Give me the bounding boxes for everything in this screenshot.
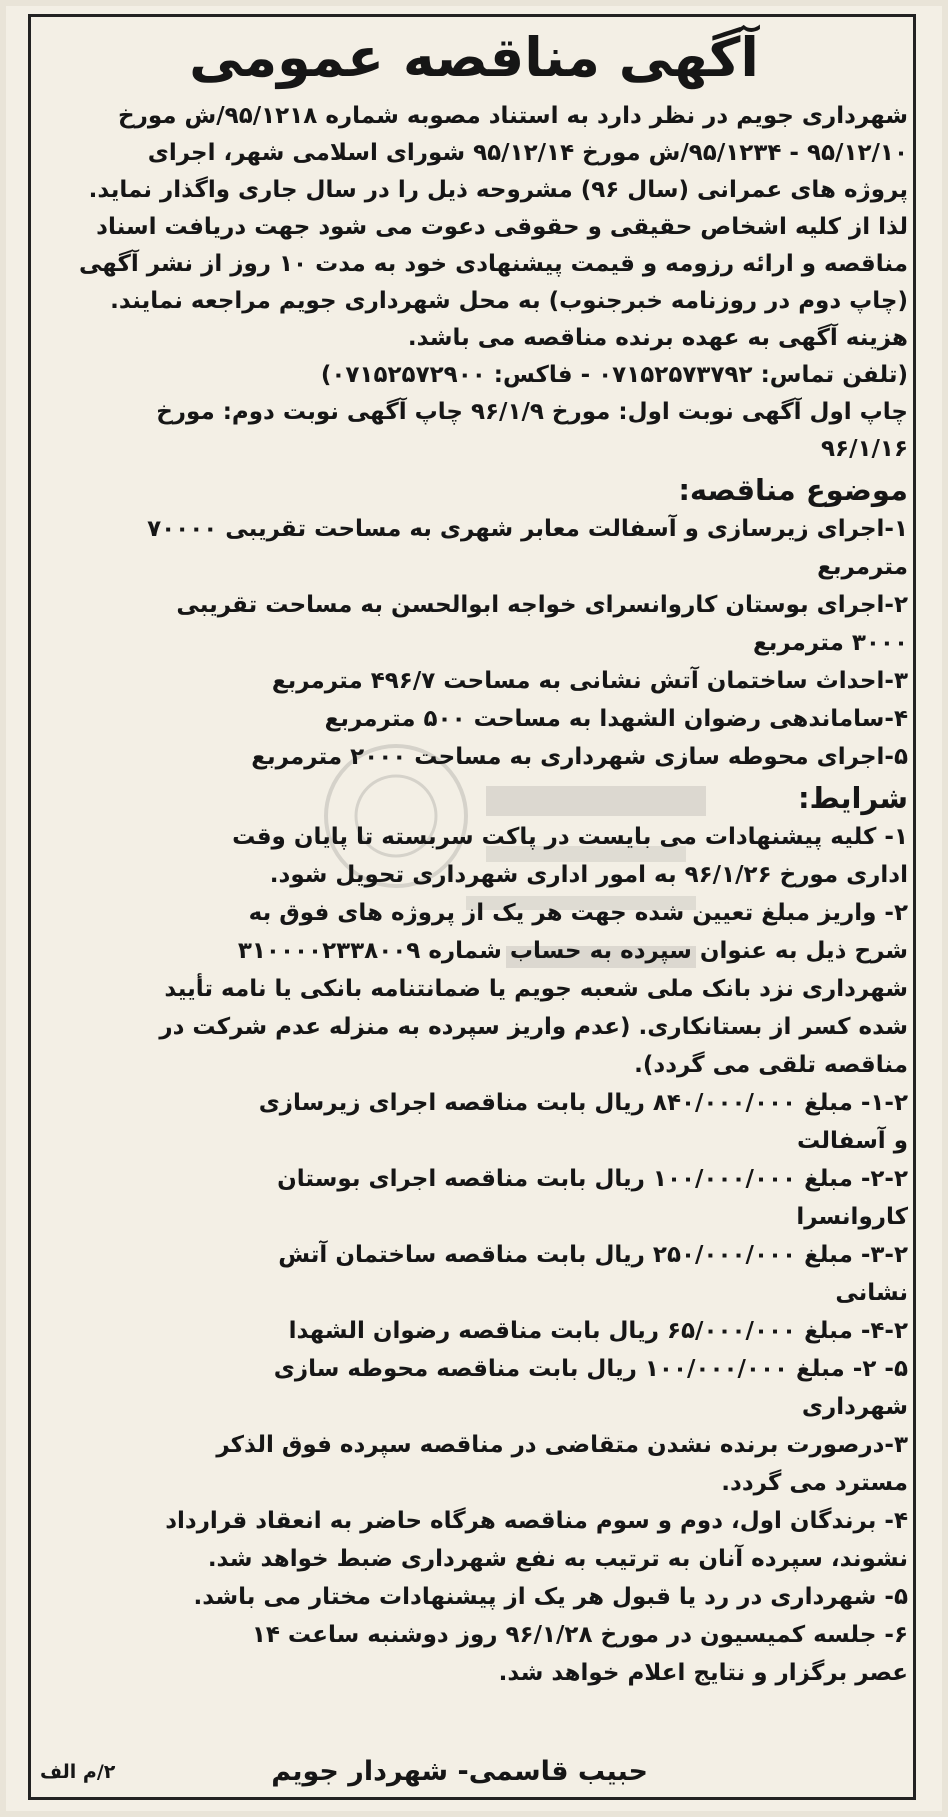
condition-item: ۳-درصورت برنده نشدن متقاضی در مناقصه سپرده فوق الذکر مسترد می گردد. — [216, 1432, 908, 1496]
intro-line: هزینه آگهی به عهده برنده مناقصه می باشد. — [407, 325, 908, 351]
subject-item: ۲-اجرای بوستان کاروانسرای خواجه ابوالحسن به مساحت تقریبی ۳۰۰۰ مترمربع — [176, 592, 908, 656]
conditions-list — [40, 818, 908, 1692]
publication-dates: ۹۶/۱/۱۶ — [821, 436, 908, 462]
intro-line: شهرداری جویم در نظر دارد به استناد مصوبه شماره ۹۵/۱۲۱۸/ش مورخ — [118, 103, 908, 129]
intro-line: (چاپ دوم در روزنامه خبرجنوب) به محل شهرداری جویم مراجعه نمایند. — [110, 288, 908, 314]
intro-line: لذا از کلیه اشخاص حقیقی و حقوقی دعوت می شود جهت دریافت اسناد — [96, 214, 908, 240]
subject-list — [40, 510, 908, 776]
condition-item: ۶- جلسه کمیسیون در مورخ ۹۶/۱/۲۸ روز دوشنبه ساعت ۱۴ عصر برگزار و نتایج اعلام خواهد شد. — [251, 1622, 908, 1686]
signature: حبیب قاسمی- شهردار جویم — [271, 1756, 648, 1787]
signature-block — [40, 1739, 908, 1791]
subject-item: ۱-اجرای زیرسازی و آسفالت معابر شهری به مساحت تقریبی ۷۰۰۰۰ مترمربع — [147, 516, 908, 580]
publication-dates: چاپ اول آگهی نوبت اول: مورخ ۹۶/۱/۹ چاپ آگهی نوبت دوم: مورخ — [156, 399, 908, 425]
subject-item: ۳-احداث ساختمان آتش نشانی به مساحت ۴۹۶/۷ مترمربع — [271, 668, 908, 694]
ad-title: آگهی مناقصه عمومی — [189, 26, 759, 89]
condition-item: ۲- واریز مبلغ تعیین شده جهت هر یک از پروژه های فوق به شرح ذیل به عنوان سپرده به حساب شماره ۳۱۰۰۰۰۲۳۳۸۰۰۹ شهرداری نزد بانک ملی شعبه جویم یا ضمانتنامه بانکی یا نامه تأیید شده کسر از بستانکاری. (عدم واریز سپرده به منزله عدم شرکت در مناقصه تلقی می گردد). — [159, 900, 908, 1078]
deposit-item: ۳-۲- مبلغ ۲۵۰/۰۰۰/۰۰۰ ریال بابت مناقصه ساختمان آتش نشانی — [278, 1242, 908, 1306]
deposit-item: ۵- ۲- مبلغ ۱۰۰/۰۰۰/۰۰۰ ریال بابت مناقصه محوطه سازی شهرداری — [273, 1356, 908, 1420]
intro-line: ۹۵/۱۲/۱۰ - ۹۵/۱۲۳۴/ش مورخ ۹۵/۱۲/۱۴ شورای اسلامی شهر، اجرای — [147, 140, 908, 166]
condition-item: ۵- شهرداری در رد یا قبول هر یک از پیشنهادات مختار می باشد. — [193, 1584, 908, 1610]
ad-code: ۲/م الف — [40, 1761, 116, 1783]
conditions-heading: شرایط: — [797, 781, 908, 815]
contact-line: (تلفن تماس: ۰۷۱۵۲۵۷۳۷۹۲ - فاکس: ۰۷۱۵۲۵۷۲۹۰۰) — [320, 362, 908, 388]
intro-paragraph — [40, 98, 908, 468]
intro-line: پروژه های عمرانی (سال ۹۶) مشروحه ذیل را در سال جاری واگذار نماید. — [88, 177, 908, 203]
subject-item: ۵-اجرای محوطه سازی شهرداری به مساحت ۲۰۰۰ مترمربع — [251, 744, 908, 770]
subject-item: ۴-ساماندهی رضوان الشهدا به مساحت ۵۰۰ مترمربع — [324, 706, 908, 732]
deposit-item: ۱-۲- مبلغ ۸۴۰/۰۰۰/۰۰۰ ریال بابت مناقصه اجرای زیرسازی و آسفالت — [258, 1090, 908, 1154]
deposit-item: ۲-۲- مبلغ ۱۰۰/۰۰۰/۰۰۰ ریال بابت مناقصه اجرای بوستان کاروانسرا — [277, 1166, 908, 1230]
newspaper-clipping — [6, 6, 942, 1811]
intro-line: مناقصه و ارائه رزومه و قیمت پیشنهادی خود به مدت ۱۰ روز از نشر آگهی — [79, 251, 908, 277]
subject-heading: موضوع مناقصه: — [678, 473, 908, 507]
condition-item: ۴- برندگان اول، دوم و سوم مناقصه هرگاه حاضر به انعقاد قرارداد نشوند، سپرده آنان به ترتیب به نفع شهرداری ضبط خواهد شد. — [165, 1508, 908, 1572]
deposit-item: ۴-۲- مبلغ ۶۵/۰۰۰/۰۰۰ ریال بابت مناقصه رضوان الشهدا — [288, 1318, 908, 1344]
ad-content — [40, 16, 908, 1791]
condition-item: ۱- کلیه پیشنهادات می بایست در پاکت سربسته تا پایان وقت اداری مورخ ۹۶/۱/۲۶ به امور اداری شهرداری تحویل شود. — [232, 824, 908, 888]
